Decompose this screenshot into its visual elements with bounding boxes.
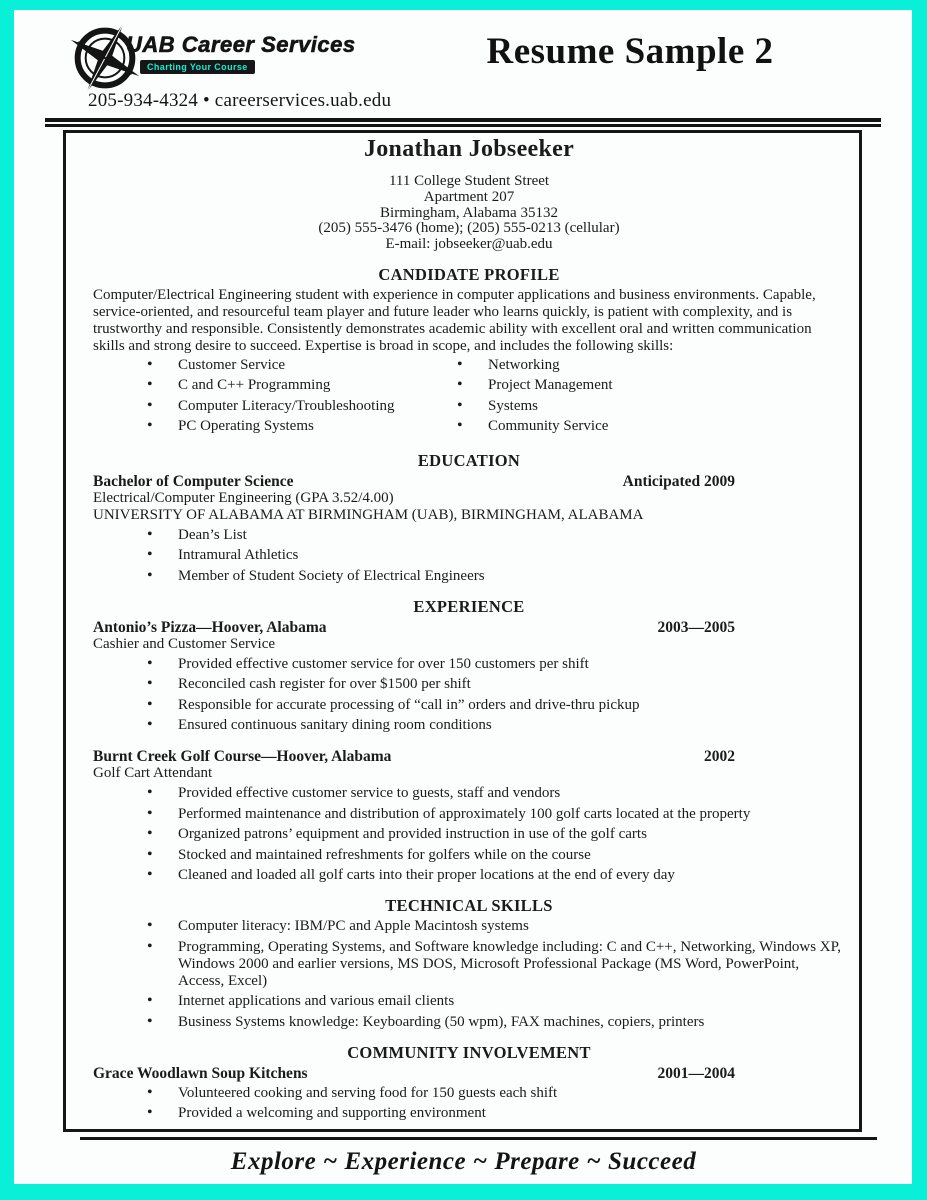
experience-entry [93, 619, 845, 735]
community-date: 2001—2004 [657, 1064, 735, 1082]
skill-item: • Networking [455, 357, 845, 374]
profile-skills-columns [93, 355, 845, 439]
job-bullets [145, 656, 845, 735]
skills-column-right [455, 355, 845, 439]
address-line: 111 College Student Street [388, 173, 550, 189]
bullet-item: • Provided effective customer service for over 150 customers per shift [145, 656, 845, 673]
address-line: Apartment 207 [423, 188, 515, 205]
education-bullets [145, 527, 845, 585]
bullet-item: • Internet applications and various email clients [145, 993, 845, 1010]
bullet-item: • Provided a welcoming and supporting environment [145, 1105, 845, 1122]
candidate-name: Jonathan Jobseeker [363, 136, 575, 162]
bullet-item: • Responsible for accurate processing of “call in” orders and drive-thru pickup [145, 697, 845, 714]
community-org-row [93, 1065, 845, 1082]
section-heading-education: EDUCATION [417, 450, 521, 470]
skill-item: • Systems [455, 398, 845, 415]
skills-column-left [93, 355, 455, 439]
skill-item: • PC Operating Systems [145, 418, 455, 435]
employment-date: 2003—2005 [657, 618, 735, 636]
bullet-item: • Dean’s List [145, 527, 845, 544]
section-heading-technical-skills: TECHNICAL SKILLS [385, 896, 553, 916]
skill-item: • C and C++ Programming [145, 377, 455, 394]
bullet-item: • Performed maintenance and distribution of approximately 100 golf carts located at the property [145, 806, 845, 823]
bullet-item: • Volunteered cooking and serving food for 150 guests each shift [145, 1085, 845, 1102]
bullet-item: • Provided effective customer service to guests, staff and vendors [145, 785, 845, 802]
employer-row [93, 619, 845, 636]
education-major-line: Electrical/Computer Engineering (GPA 3.52/4.00) [93, 489, 394, 506]
job-title: Cashier and Customer Service [93, 635, 276, 652]
logo-tagline: Charting Your Course [140, 60, 255, 74]
footer-motto: Explore ~ Experience ~ Prepare ~ Succeed [230, 1148, 697, 1175]
bullet-item: • Programming, Operating Systems, and Software knowledge including: C and C++, Networking, Windows XP, Windows 2000 and earlier versions, MS DOS, Microsoft Professional Package (MS Word, PowerPoint, Access, Excel) [145, 939, 845, 990]
section-heading-community-involvement: COMMUNITY INVOLVEMENT [347, 1042, 591, 1062]
resume-document-box [63, 130, 862, 1132]
page-title: Resume Sample 2 [486, 31, 774, 72]
degree-name: Bachelor of Computer Science [93, 472, 294, 490]
address-line: E-mail: jobseeker@uab.edu [385, 236, 553, 253]
bullet-item: • Stocked and maintained refreshments for golfers while on the course [145, 847, 845, 864]
skill-item: • Customer Service [145, 357, 455, 374]
address-block [93, 174, 845, 253]
address-line: (205) 555-3476 (home); (205) 555-0213 (cellular) [318, 220, 620, 237]
skill-item: • Computer Literacy/Troubleshooting [145, 398, 455, 415]
bullet-item: • Ensured continuous sanitary dining room conditions [145, 717, 845, 734]
skill-item: • Project Management [455, 377, 845, 394]
bullet-item: • Organized patrons’ equipment and provided instruction in use of the golf carts [145, 826, 845, 843]
section-heading-experience: EXPERIENCE [413, 596, 525, 616]
bullet-item: • Member of Student Society of Electrical Engineers [145, 568, 845, 585]
profile-summary-text: Computer/Electrical Engineering student with experience in computer applications and business environments. Capable, service-oriented, and resourceful team player and future leader who learns quickly, is patient with complexity, and is trustworthy and responsible. Consistently demonstrates academic ability with excellent oral and written communication skills and strong desire to succeed. Expertise is broad in scope, and includes the following skills: [93, 286, 816, 354]
bullet-item: • Reconciled cash register for over $1500 per shift [145, 676, 845, 693]
experience-entry [93, 748, 845, 884]
job-bullets [145, 785, 845, 884]
education-degree-row [93, 473, 845, 490]
bullet-item: • Business Systems knowledge: Keyboarding (50 wpm), FAX machines, copiers, printers [145, 1014, 845, 1031]
bullet-item: • Cleaned and loaded all golf carts into their proper locations at the end of every day [145, 867, 845, 884]
employer-name: Antonio’s Pizza—Hoover, Alabama [93, 618, 327, 636]
employer-row [93, 748, 845, 765]
technical-skills-bullets [145, 918, 845, 1031]
education-date: Anticipated 2009 [622, 472, 735, 490]
bullet-item: • Intramural Athletics [145, 547, 845, 564]
job-title: Golf Cart Attendant [93, 765, 213, 782]
education-school-line: UNIVERSITY OF ALABAMA AT BIRMINGHAM (UAB), BIRMINGHAM, ALABAMA [93, 506, 644, 523]
community-bullets [145, 1085, 845, 1123]
header-divider-rule [45, 118, 881, 127]
community-org-name: Grace Woodlawn Soup Kitchens [93, 1064, 308, 1082]
uab-career-services-logo [64, 16, 364, 100]
employment-date: 2002 [704, 748, 735, 766]
bullet-item: • Computer literacy: IBM/PC and Apple Macintosh systems [145, 918, 845, 935]
career-services-contact-line: 205-934-4324 • careerservices.uab.edu [88, 90, 392, 111]
employer-name: Burnt Creek Golf Course—Hoover, Alabama [93, 748, 392, 766]
footer-divider-rule [80, 1137, 877, 1140]
section-heading-candidate-profile: CANDIDATE PROFILE [378, 264, 560, 284]
logo-org-name: UAB Career Services [126, 32, 356, 57]
address-line: Birmingham, Alabama 35132 [380, 204, 558, 221]
skill-item: • Community Service [455, 418, 845, 435]
